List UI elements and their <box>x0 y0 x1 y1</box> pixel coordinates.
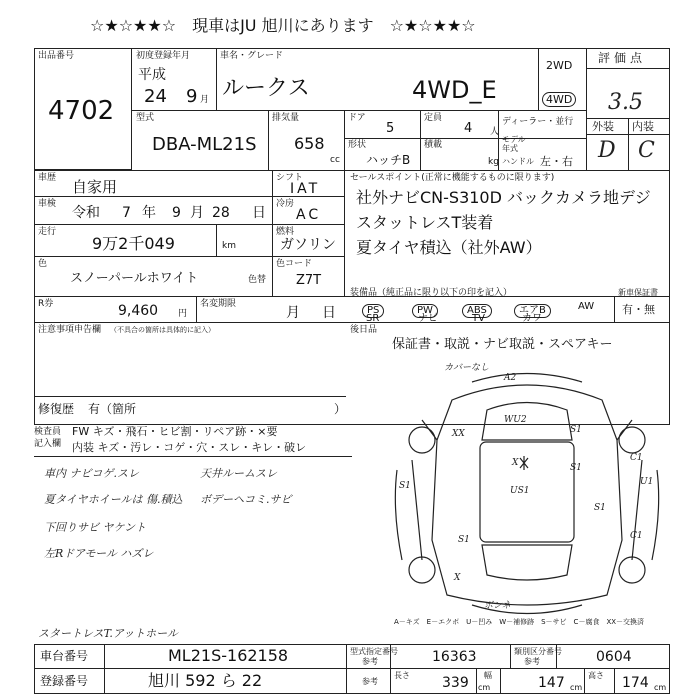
aircon-value: AC <box>296 207 322 223</box>
first-reg-year: 24 <box>144 86 167 107</box>
inspector-label: 検査員記入欄 <box>34 427 62 449</box>
shape-value: ハッチB <box>366 153 411 167</box>
hand-note-2: 夏タイヤホイールは 傷.積込 <box>44 493 183 506</box>
rating-ext: D <box>598 138 616 163</box>
equip-aw: AW <box>578 301 595 312</box>
sales-point-label: セールスポイント(正常に機能するものに限ります) <box>350 173 555 183</box>
dims-height: 174 <box>622 675 649 691</box>
fuel-value: ガソリン <box>280 237 336 253</box>
equip-pw: PW <box>412 304 438 318</box>
equipment-label: 装備品（純正品に限り以下の印を記入） <box>350 288 513 298</box>
model-value: DBA-ML21S <box>152 134 257 155</box>
bottom-hand-note: スタートレスT.アットホール <box>38 627 178 640</box>
recycle-value: 9,460 <box>118 303 159 319</box>
capacity-label: 定員 <box>424 113 443 123</box>
type-num-value: 16363 <box>432 649 477 665</box>
mileage-label: 走行 <box>38 227 57 237</box>
history-value: 自家用 <box>72 178 118 196</box>
inspection-era: 令和 <box>72 205 100 221</box>
repair-label: 修復歴 <box>38 402 75 416</box>
equip-leather: カワ <box>522 313 542 324</box>
first-reg-month: 9 <box>186 86 198 107</box>
dims-length-unit: cm <box>478 683 491 692</box>
dims-width: 147 <box>538 675 565 691</box>
diagram-note-14: X <box>454 573 461 583</box>
rating-ext-label: 外装 <box>592 120 614 133</box>
recycle-label: R券 <box>38 299 54 309</box>
diagram-note-6: S1 <box>570 425 582 435</box>
model-label: 型式 <box>136 113 155 123</box>
dealer-label: ディーラー・並行 <box>502 117 574 127</box>
hand-note-3: 下回りサビ ヤケント <box>44 521 146 534</box>
diagram-note-4: X <box>512 458 519 468</box>
dims-length-label: 長さ <box>394 671 410 680</box>
hand-note-right-1: 天井ルームスレ <box>200 467 277 480</box>
diagram-note-15: XX <box>452 429 465 439</box>
diagram-note-10: C1 <box>630 453 643 463</box>
diagram-note-11: C1 <box>630 531 643 541</box>
equip-ps: PS <box>362 304 384 318</box>
diagram-note-8: S1 <box>399 481 411 491</box>
inspection-month: 9 <box>172 205 181 221</box>
color-label: 色 <box>38 259 48 269</box>
inspection-day: 28 <box>212 205 230 221</box>
diagram-note-13: S1 <box>594 503 606 513</box>
diagram-note-2: A2 <box>504 373 517 383</box>
hand-note-right-2: ボデーヘコミ.サビ <box>200 493 292 506</box>
fuel-label: 燃料 <box>276 227 295 237</box>
rating-int: C <box>638 138 655 163</box>
displacement-value: 658 <box>294 134 325 153</box>
load-unit: kg <box>488 157 499 167</box>
new-warranty-label: 新車保証書 <box>618 288 658 297</box>
equip-sr: SR <box>366 313 380 324</box>
equip-airbag: エアB <box>514 304 551 318</box>
history-label: 車歴 <box>38 173 57 183</box>
capacity-unit: 人 <box>490 127 500 137</box>
notes-sub: （不具合の箇所は具体的に記入） <box>110 326 215 334</box>
doors-value: 5 <box>386 121 395 136</box>
diagram-note-3: WU2 <box>504 415 527 425</box>
notes-label: 注意事項申告欄 <box>38 325 102 335</box>
fw-row: FW キズ・飛石・ヒビ割・リペア跡・×要 <box>72 425 278 438</box>
rating-int-label: 内装 <box>632 120 654 133</box>
aircon-label: 冷房 <box>276 199 295 209</box>
diagram-note-7: S1 <box>570 463 582 473</box>
equip-navi: ナビ <box>418 313 438 324</box>
first-reg-month-unit: 月 <box>200 95 210 105</box>
first-reg-era: 平成 <box>138 67 166 83</box>
color-value: スノーパールホワイト <box>70 271 199 286</box>
equip-tv: TV <box>472 313 485 324</box>
hand-note-1: 車内 ナビコゲ.スレ <box>44 467 139 480</box>
mileage-unit: km <box>222 241 236 251</box>
dims-height-unit: cm <box>654 683 667 692</box>
mileage-value: 9万2千049 <box>92 234 175 253</box>
dims-height-label: 高さ <box>588 671 604 680</box>
rear-seat-label: 後日品 <box>350 325 378 335</box>
diagram-note-1: カバーなし <box>444 363 490 373</box>
hand-note-4: 左Rドアモール ハズレ <box>44 547 154 560</box>
model-year-label2: 年式 <box>502 144 518 153</box>
color-code-value: Z7T <box>296 273 322 288</box>
model-year-label1: モデル <box>502 135 526 144</box>
handle-value: 左・右 <box>540 155 573 168</box>
inspection-d: 日 <box>252 205 266 221</box>
lot-number: 4702 <box>48 96 115 126</box>
inspection-m: 月 <box>190 205 204 221</box>
inspection-y: 年 <box>142 205 156 221</box>
plate-label: 登録番号 <box>40 674 89 688</box>
capacity-value: 4 <box>464 121 473 136</box>
diagram-note-9: S1 <box>458 535 470 545</box>
inspection-year: 7 <box>122 205 131 221</box>
diagram-note-16: ボンネ <box>484 601 511 611</box>
chassis-value: ML21S-162158 <box>168 646 289 665</box>
shape-label: 形状 <box>348 140 367 150</box>
sales-point-line-1: 社外ナビCN-S310D バックカメラ地デジ <box>356 188 651 207</box>
recycle-unit: 円 <box>178 309 188 319</box>
legend: A－キズ E－エクボ U－凹み W－補修跡 S－サビ C－腐食 XX－交換済 <box>394 618 645 626</box>
lot-label: 出品番号 <box>38 51 75 61</box>
inspection-label: 車検 <box>38 199 57 209</box>
class-num-sub: 参考 <box>524 657 540 666</box>
type-num-label: 型式指定番号 <box>350 647 398 656</box>
car-damage-diagram <box>392 360 662 622</box>
car-label: 車名・グレード <box>220 51 284 61</box>
first-reg-label: 初度登録年月 <box>136 51 191 61</box>
class-num-value: 0604 <box>596 649 632 665</box>
transfer-month: 月 <box>286 305 300 321</box>
doors-label: ドア <box>348 113 366 123</box>
displacement-label: 排気量 <box>272 113 300 123</box>
shift-value: IAT <box>290 181 321 197</box>
shift-label: シフト <box>276 173 304 183</box>
equip-abs: ABS <box>462 304 492 318</box>
load-label: 積載 <box>424 140 443 150</box>
car-name: ルークス <box>222 76 310 101</box>
interior-row: 内装 キズ・汚レ・コゲ・穴・スレ・キレ・破レ <box>72 441 307 454</box>
drive-2wd: 2WD <box>546 59 573 72</box>
transfer-day: 日 <box>322 305 336 321</box>
new-warranty-value: 有・無 <box>622 303 655 316</box>
type-num-sub: 参考 <box>362 657 378 666</box>
rating-value: 3.5 <box>608 90 643 115</box>
color-change-label: 色替 <box>248 275 267 285</box>
dims-width-label: 幅 <box>484 671 492 680</box>
diagram-note-12: U1 <box>640 477 654 487</box>
rear-seat-value: 保証書・取説・ナビ取説・スペアキー <box>392 337 613 352</box>
drive-4wd: 4WD <box>542 92 576 107</box>
color-code-label: 色コード <box>276 259 313 269</box>
car-grade: 4WD_E <box>412 76 497 104</box>
sales-point-line-3: 夏タイヤ積込（社外AW） <box>356 238 542 257</box>
handle-label: ハンドル <box>502 157 534 166</box>
transfer-label: 名変期限 <box>200 299 237 309</box>
diagram-note-5: US1 <box>510 486 530 496</box>
displacement-unit: cc <box>330 155 340 165</box>
dims-width-unit: cm <box>570 683 583 692</box>
dims-length: 339 <box>442 675 469 691</box>
repair-close: ） <box>334 402 347 416</box>
header-banner: ☆★☆★★☆ 現車はJU 旭川にあります ☆★☆★★☆ <box>90 16 476 35</box>
plate-value: 旭川 592 ら 22 <box>148 671 263 690</box>
class-num-label: 類別区分番号 <box>514 647 562 656</box>
repair-value: 有（箇所 <box>88 402 137 416</box>
dims-label: 参考 <box>362 677 378 686</box>
sales-point-line-2: スタットレスT装着 <box>356 213 494 232</box>
rating-label: 評価点 <box>598 51 647 65</box>
chassis-label: 車台番号 <box>40 649 89 663</box>
